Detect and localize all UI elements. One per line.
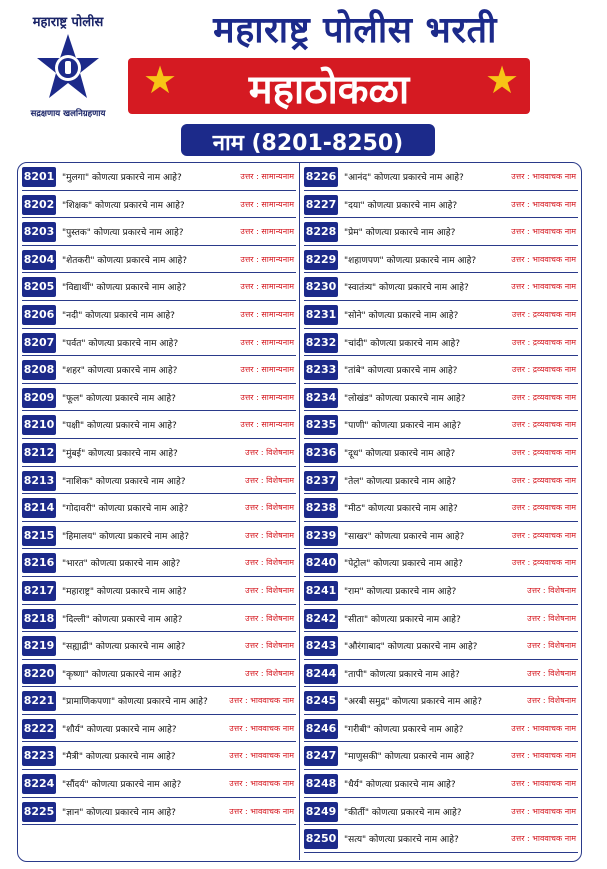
answer-text: उत्तर : भाववाचक नाम	[511, 172, 576, 181]
question-text: "लोखंड" कोणत्या प्रकारचे नाम आहे?	[344, 393, 466, 404]
answer-text: उत्तर : सामान्यनाम	[240, 392, 294, 402]
question-row	[300, 742, 582, 770]
question-text: "मुलगा" कोणत्या प्रकारचे नाम आहे?	[62, 173, 182, 183]
question-number: 8222	[22, 719, 56, 739]
question-row	[300, 301, 582, 329]
question-number: 8218	[22, 609, 56, 629]
question-row	[300, 770, 582, 798]
question-number: 8210	[22, 415, 56, 435]
answer-text: उत्तर : सामान्यनाम	[240, 254, 294, 264]
question-number: 8241	[304, 581, 338, 601]
answer-text: उत्तर : द्रव्यवाचक नाम	[511, 365, 576, 375]
logo-motto-text: सद्रक्षणाय खलनिग्रहणाय	[30, 109, 106, 119]
question-number: 8233	[304, 360, 338, 380]
question-number: 8250	[304, 829, 338, 849]
question-text: "माणुसकी" कोणत्या प्रकारचे नाम आहे?	[344, 752, 475, 763]
answer-text: उत्तर : भाववाचक नाम	[511, 254, 576, 264]
answer-text: उत्तर : सामान्यनाम	[240, 227, 294, 237]
answer-text: उत्तर : भाववाचक नाम	[229, 806, 294, 816]
question-number: 8232	[304, 333, 338, 353]
question-text: "सत्य" कोणत्या प्रकारचे नाम आहे?	[344, 835, 459, 846]
question-text: "मुंबई" कोणत्या प्रकारचे नाम आहे?	[62, 448, 178, 459]
answer-text: उत्तर : भाववाचक नाम	[511, 806, 576, 816]
question-text: "शौर्य" कोणत्या प्रकारचे नाम आहे?	[62, 724, 177, 735]
answer-text: उत्तर : विशेषनाम	[527, 668, 576, 678]
question-number: 8202	[22, 195, 56, 215]
answer-text: उत्तर : सामान्यनाम	[240, 420, 294, 430]
question-number: 8209	[22, 388, 56, 408]
question-row	[18, 770, 300, 798]
question-row	[18, 660, 300, 688]
question-number: 8227	[304, 195, 338, 215]
answer-text: उत्तर : विशेषनाम	[527, 613, 576, 623]
subtitle-badge	[181, 124, 435, 156]
question-row	[300, 439, 582, 467]
question-row	[18, 439, 300, 467]
question-row	[18, 356, 300, 384]
question-row	[18, 494, 300, 522]
answer-text: उत्तर : द्रव्यवाचक नाम	[511, 447, 576, 457]
question-text: "दया" कोणत्या प्रकारचे नाम आहे?	[344, 200, 458, 211]
answer-text: उत्तर : सामान्यनाम	[240, 282, 294, 292]
question-text: "पर्वत" कोणत्या प्रकारचे नाम आहे?	[62, 338, 179, 349]
question-text: "कीर्ती" कोणत्या प्रकारचे नाम आहे?	[344, 807, 462, 818]
answer-text: उत्तर : द्रव्यवाचक नाम	[511, 337, 576, 347]
star-icon: ★	[142, 58, 178, 102]
question-row	[300, 467, 582, 495]
question-text: "राम" कोणत्या प्रकारचे नाम आहे?	[344, 586, 457, 597]
question-text: "प्रेम" कोणत्या प्रकारचे नाम आहे?	[344, 228, 456, 239]
question-text: "नाशिक" कोणत्या प्रकारचे नाम आहे?	[62, 476, 186, 487]
answer-text: उत्तर : भाववाचक नाम	[511, 779, 576, 789]
answer-text: उत्तर : सामान्यनाम	[240, 199, 294, 209]
question-text: "सौंदर्य" कोणत्या प्रकारचे नाम आहे?	[62, 780, 182, 791]
answer-text: उत्तर : सामान्यनाम	[240, 309, 294, 319]
page-title: महाराष्ट्र पोलीस भरती	[213, 10, 497, 51]
question-number: 8201	[22, 167, 56, 187]
question-number: 8207	[22, 333, 56, 353]
left-question-column	[18, 163, 300, 825]
question-row	[300, 798, 582, 826]
question-text: "शिक्षक" कोणत्या प्रकारचे नाम आहे?	[62, 200, 185, 211]
question-row	[18, 273, 300, 301]
answer-text: उत्तर : भाववाचक नाम	[511, 834, 576, 844]
question-number: 8208	[22, 360, 56, 380]
question-row	[18, 798, 300, 826]
question-number: 8230	[304, 277, 338, 297]
question-row	[18, 163, 300, 191]
question-text: "तेल" कोणत्या प्रकारचे नाम आहे?	[344, 476, 457, 487]
question-text: "पेट्रोल" कोणत्या प्रकारचे नाम आहे?	[344, 559, 463, 570]
question-number: 8226	[304, 167, 338, 187]
police-star-emblem-icon	[36, 32, 100, 104]
question-text: "शहर" कोणत्या प्रकारचे नाम आहे?	[62, 366, 178, 377]
answer-text: उत्तर : विशेषनाम	[245, 447, 294, 457]
question-number: 8238	[304, 498, 338, 518]
question-text: "आनंद" कोणत्या प्रकारचे नाम आहे?	[344, 173, 464, 183]
question-text: "धैर्य" कोणत्या प्रकारचे नाम आहे?	[344, 780, 456, 791]
question-text: "कृष्णा" कोणत्या प्रकारचे नाम आहे?	[62, 669, 182, 680]
question-grid	[17, 162, 582, 862]
question-number: 8248	[304, 774, 338, 794]
question-text: "पाणी" कोणत्या प्रकारचे नाम आहे?	[344, 421, 462, 432]
subtitle-text: नाम (8201-8250)	[212, 131, 404, 156]
question-row	[300, 411, 582, 439]
question-number: 8206	[22, 305, 56, 325]
question-row	[300, 605, 582, 633]
question-row	[18, 191, 300, 219]
answer-text: उत्तर : द्रव्यवाचक नाम	[511, 392, 576, 402]
answer-text: उत्तर : विशेषनाम	[245, 503, 294, 513]
question-text: "चांदी" कोणत्या प्रकारचे नाम आहे?	[344, 338, 461, 349]
answer-text: उत्तर : द्रव्यवाचक नाम	[511, 558, 576, 568]
answer-text: उत्तर : सामान्यनाम	[240, 337, 294, 347]
question-text: "दूध" कोणत्या प्रकारचे नाम आहे?	[344, 448, 456, 459]
question-text: "सह्याद्री" कोणत्या प्रकारचे नाम आहे?	[62, 642, 186, 653]
question-number: 8203	[22, 222, 56, 242]
question-number: 8224	[22, 774, 56, 794]
answer-text: उत्तर : द्रव्यवाचक नाम	[511, 420, 576, 430]
answer-text: उत्तर : विशेषनाम	[245, 613, 294, 623]
question-row	[300, 163, 582, 191]
question-text: "मीठ" कोणत्या प्रकारचे नाम आहे?	[344, 504, 458, 515]
question-row	[300, 715, 582, 743]
question-text: "गोदावरी" कोणत्या प्रकारचे नाम आहे?	[62, 504, 189, 515]
question-row	[300, 577, 582, 605]
question-text: "स्वातंत्र्य" कोणत्या प्रकारचे नाम आहे?	[344, 283, 469, 294]
question-row	[18, 605, 300, 633]
question-number: 8236	[304, 443, 338, 463]
answer-text: उत्तर : विशेषनाम	[245, 558, 294, 568]
question-text: "अरबी समुद्र" कोणत्या प्रकारचे नाम आहे?	[344, 697, 482, 708]
question-text: "तांबे" कोणत्या प्रकारचे नाम आहे?	[344, 366, 458, 377]
answer-text: उत्तर : सामान्यनाम	[240, 365, 294, 375]
question-text: "शेतकरी" कोणत्या प्रकारचे नाम आहे?	[62, 255, 188, 266]
question-row	[300, 687, 582, 715]
question-number: 8213	[22, 471, 56, 491]
question-number: 8242	[304, 609, 338, 629]
question-number: 8220	[22, 664, 56, 684]
question-row	[18, 411, 300, 439]
question-row	[300, 384, 582, 412]
question-row	[300, 218, 582, 246]
question-row	[300, 549, 582, 577]
question-text: "नदी" कोणत्या प्रकारचे नाम आहे?	[62, 310, 175, 321]
question-text: "प्रामाणिकपणा" कोणत्या प्रकारचे नाम आहे?	[62, 697, 208, 708]
question-number: 8205	[22, 277, 56, 297]
question-text: "पुस्तक" कोणत्या प्रकारचे नाम आहे?	[62, 228, 184, 239]
answer-text: उत्तर : विशेषनाम	[245, 530, 294, 540]
question-row	[18, 301, 300, 329]
question-row	[300, 273, 582, 301]
question-number: 8235	[304, 415, 338, 435]
question-number: 8214	[22, 498, 56, 518]
page-header	[0, 0, 607, 160]
question-text: "तापी" कोणत्या प्रकारचे नाम आहे?	[344, 669, 460, 680]
question-text: "सोने" कोणत्या प्रकारचे नाम आहे?	[344, 310, 459, 321]
question-text: "शहाणपण" कोणत्या प्रकारचे नाम आहे?	[344, 255, 477, 266]
question-text: "विद्यार्थी" कोणत्या प्रकारचे नाम आहे?	[62, 283, 187, 294]
question-row	[300, 356, 582, 384]
answer-text: उत्तर : भाववाचक नाम	[511, 282, 576, 292]
question-number: 8212	[22, 443, 56, 463]
question-number: 8217	[22, 581, 56, 601]
star-icon: ★	[484, 58, 520, 102]
question-number: 8204	[22, 250, 56, 270]
answer-text: उत्तर : भाववाचक नाम	[229, 723, 294, 733]
question-row	[18, 549, 300, 577]
question-row	[300, 329, 582, 357]
answer-text: उत्तर : द्रव्यवाचक नाम	[511, 309, 576, 319]
row-separator	[304, 852, 578, 853]
question-number: 8243	[304, 636, 338, 656]
answer-text: उत्तर : भाववाचक नाम	[511, 723, 576, 733]
answer-text: उत्तर : सामान्यनाम	[240, 172, 294, 181]
logo-top-text: महाराष्ट्र पोलीस	[32, 15, 104, 30]
row-separator	[22, 824, 296, 825]
question-row	[18, 384, 300, 412]
answer-text: उत्तर : द्रव्यवाचक नाम	[511, 503, 576, 513]
answer-text: उत्तर : विशेषनाम	[245, 641, 294, 651]
question-row	[18, 715, 300, 743]
answer-text: उत्तर : भाववाचक नाम	[229, 696, 294, 706]
question-number: 8249	[304, 802, 338, 822]
question-number: 8247	[304, 746, 338, 766]
question-number: 8246	[304, 719, 338, 739]
question-row	[18, 742, 300, 770]
question-row	[18, 467, 300, 495]
question-text: "महाराष्ट्र" कोणत्या प्रकारचे नाम आहे?	[62, 586, 187, 597]
question-text: "मैत्री" कोणत्या प्रकारचे नाम आहे?	[62, 752, 176, 763]
question-number: 8240	[304, 553, 338, 573]
answer-text: उत्तर : भाववाचक नाम	[511, 227, 576, 237]
question-number: 8219	[22, 636, 56, 656]
question-number: 8228	[304, 222, 338, 242]
question-number: 8234	[304, 388, 338, 408]
answer-text: उत्तर : विशेषनाम	[245, 668, 294, 678]
answer-text: उत्तर : भाववाचक नाम	[511, 751, 576, 761]
question-text: "फूल" कोणत्या प्रकारचे नाम आहे?	[62, 393, 176, 404]
question-text: "पक्षी" कोणत्या प्रकारचे नाम आहे?	[62, 421, 177, 432]
answer-text: उत्तर : विशेषनाम	[245, 585, 294, 595]
question-text: "भारत" कोणत्या प्रकारचे नाम आहे?	[62, 559, 181, 570]
question-row	[18, 329, 300, 357]
question-row	[18, 632, 300, 660]
question-number: 8216	[22, 553, 56, 573]
question-number: 8215	[22, 526, 56, 546]
question-number: 8229	[304, 250, 338, 270]
question-text: "ज्ञान" कोणत्या प्रकारचे नाम आहे?	[62, 807, 176, 818]
answer-text: उत्तर : द्रव्यवाचक नाम	[511, 475, 576, 485]
question-number: 8231	[304, 305, 338, 325]
question-number: 8221	[22, 691, 56, 711]
answer-text: उत्तर : विशेषनाम	[245, 475, 294, 485]
question-number: 8245	[304, 691, 338, 711]
question-row	[18, 687, 300, 715]
question-number: 8223	[22, 746, 56, 766]
question-number: 8239	[304, 526, 338, 546]
question-row	[300, 632, 582, 660]
answer-text: उत्तर : द्रव्यवाचक नाम	[511, 530, 576, 540]
right-question-column	[300, 163, 582, 853]
answer-text: उत्तर : विशेषनाम	[527, 641, 576, 651]
question-row	[18, 577, 300, 605]
question-row	[18, 218, 300, 246]
question-text: "गरीबी" कोणत्या प्रकारचे नाम आहे?	[344, 724, 464, 735]
question-row	[300, 246, 582, 274]
question-text: "साखर" कोणत्या प्रकारचे नाम आहे?	[344, 531, 465, 542]
question-number: 8244	[304, 664, 338, 684]
answer-text: उत्तर : भाववाचक नाम	[229, 779, 294, 789]
question-row	[300, 660, 582, 688]
banner-text: महाठोकळा	[248, 67, 410, 113]
question-text: "औरंगाबाद" कोणत्या प्रकारचे नाम आहे?	[344, 642, 478, 653]
question-row	[300, 494, 582, 522]
answer-text: उत्तर : भाववाचक नाम	[229, 751, 294, 761]
answer-text: उत्तर : भाववाचक नाम	[511, 199, 576, 209]
question-text: "सीता" कोणत्या प्रकारचे नाम आहे?	[344, 614, 461, 625]
police-logo	[20, 12, 116, 124]
question-number: 8237	[304, 471, 338, 491]
question-row	[18, 522, 300, 550]
question-row	[300, 825, 582, 853]
question-text: "हिमालय" कोणत्या प्रकारचे नाम आहे?	[62, 531, 190, 542]
question-row	[300, 522, 582, 550]
answer-text: उत्तर : विशेषनाम	[527, 696, 576, 706]
question-row	[300, 191, 582, 219]
question-number: 8225	[22, 802, 56, 822]
question-text: "दिल्ली" कोणत्या प्रकारचे नाम आहे?	[62, 614, 183, 625]
answer-text: उत्तर : विशेषनाम	[527, 585, 576, 595]
question-row	[18, 246, 300, 274]
title-banner	[128, 58, 530, 114]
